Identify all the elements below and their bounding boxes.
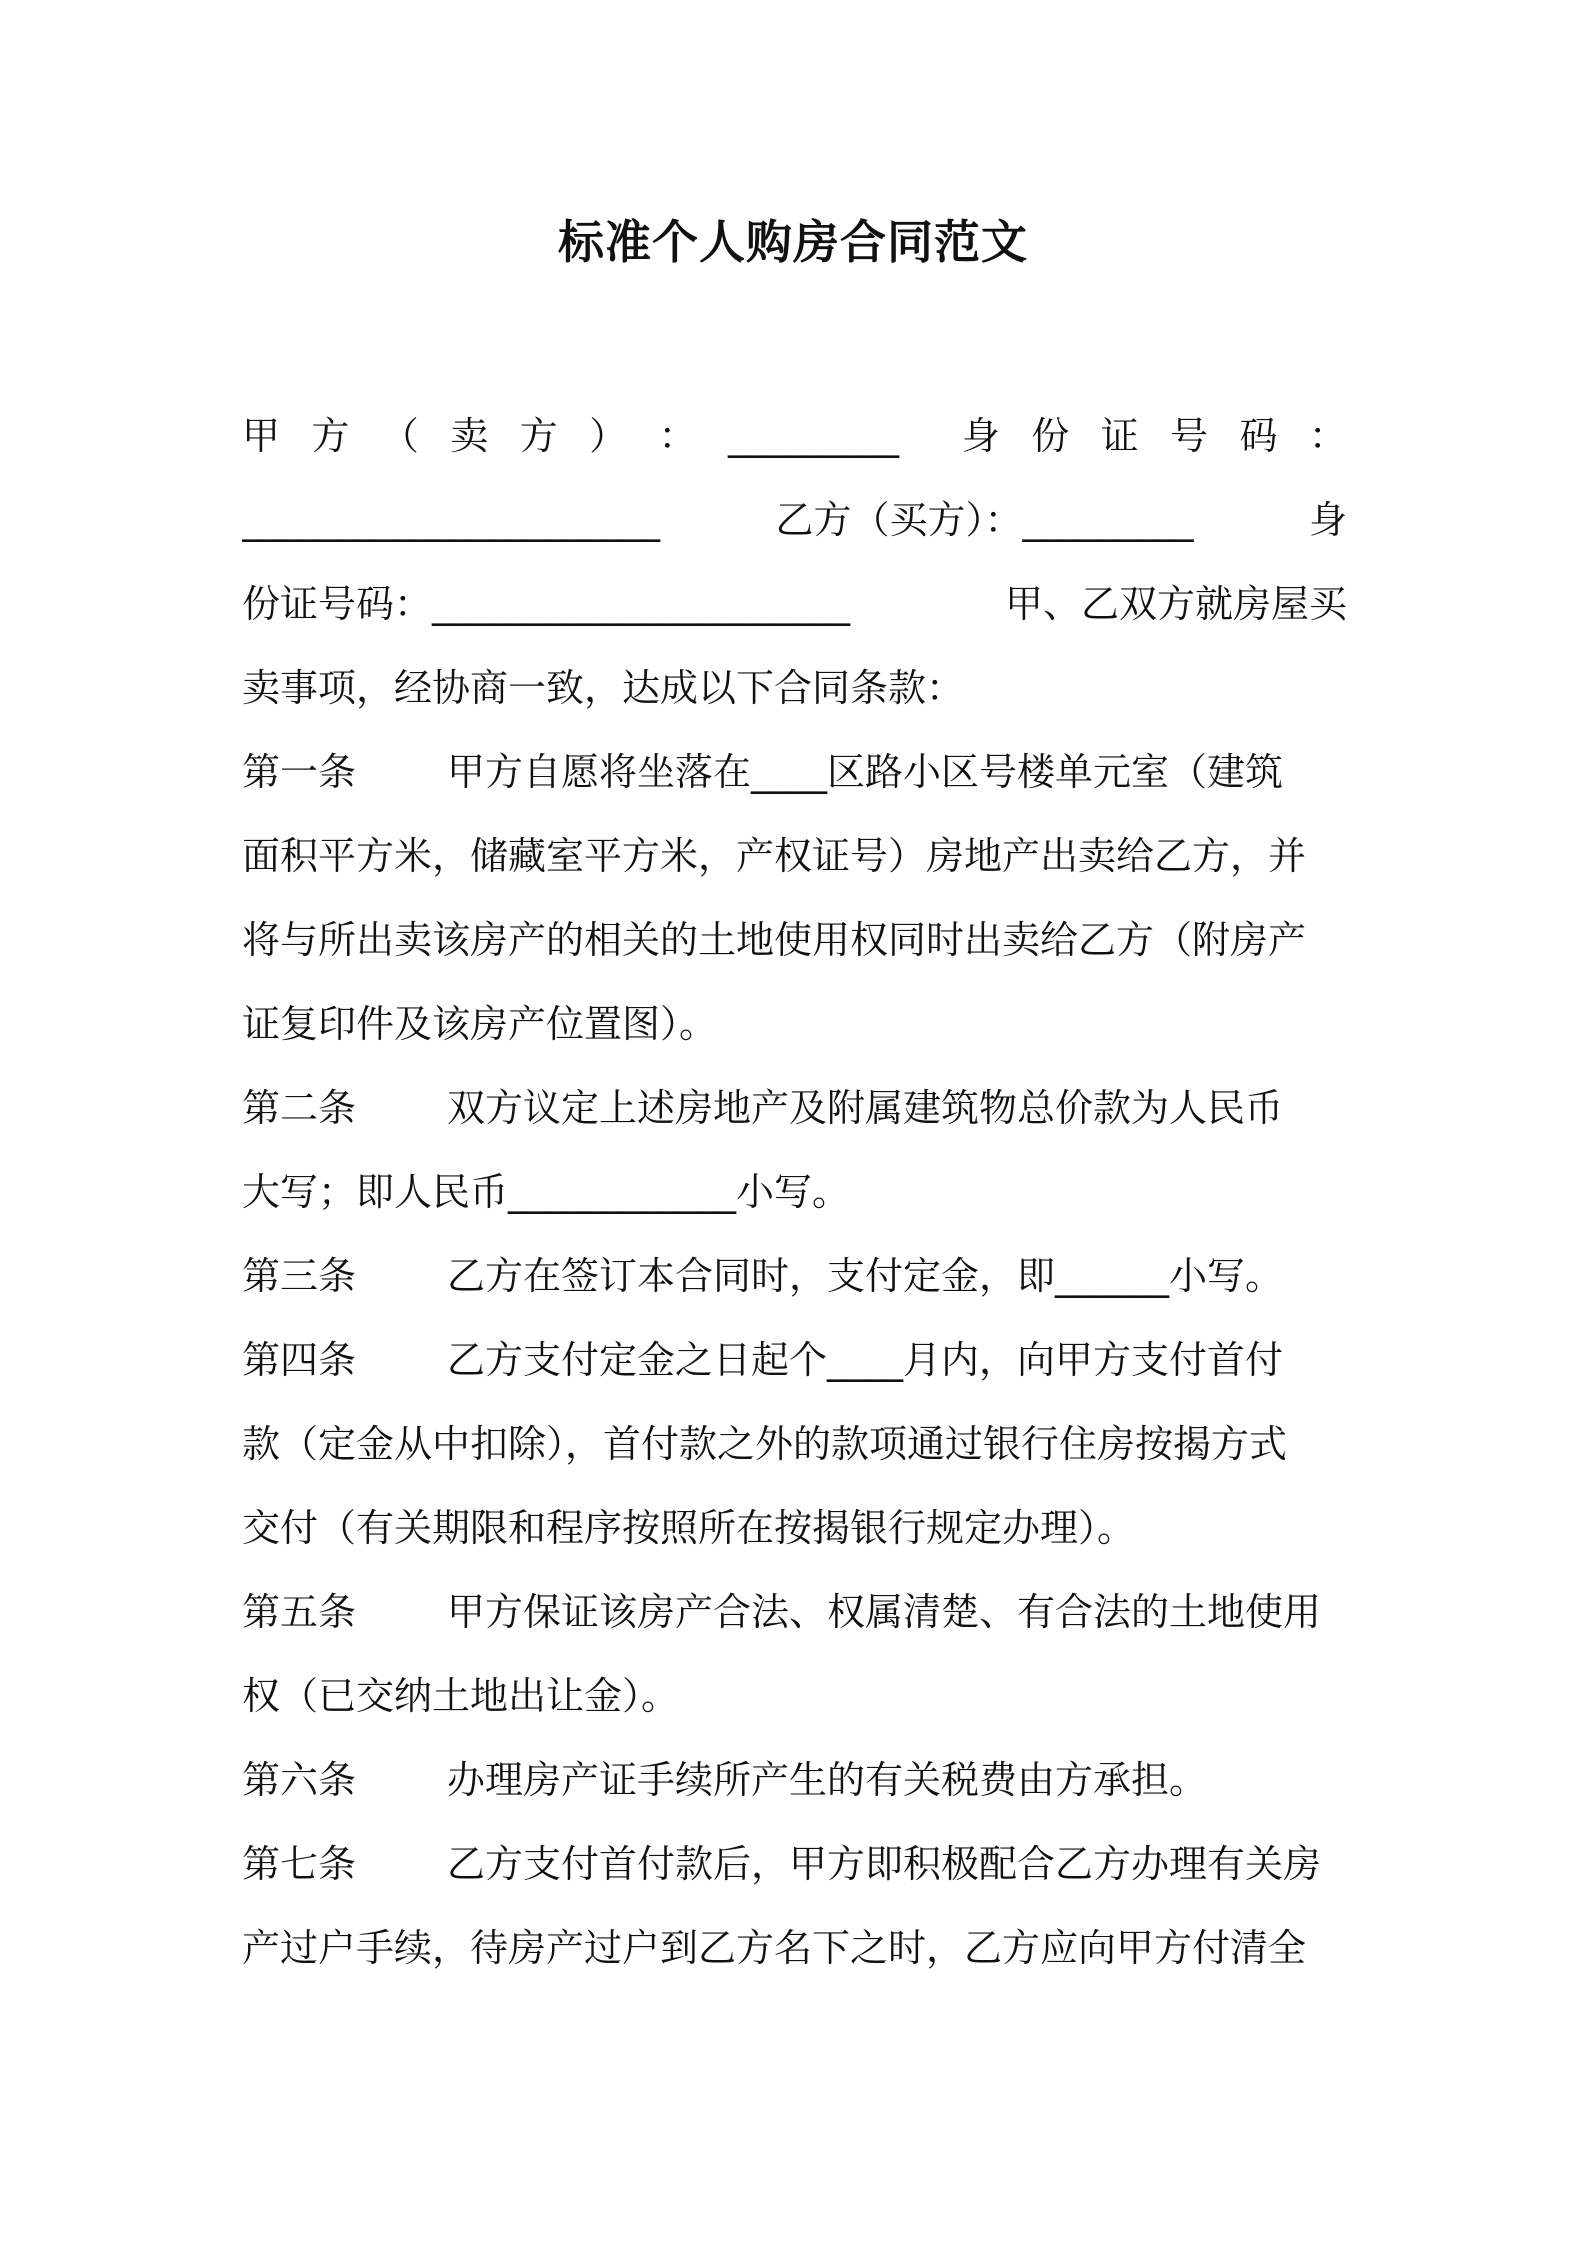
article-3: [242, 1246, 1347, 1306]
article-text: 办理房产证手续所产生的有关税费由方承担。: [447, 1758, 1208, 1802]
line-end-char: 身: [1308, 498, 1347, 542]
article-label: 第六条: [242, 1758, 357, 1802]
article-label: 第七条: [242, 1842, 357, 1886]
article-6: [242, 1750, 1347, 1810]
id-number-char: 份: [1031, 414, 1070, 458]
article-text: 乙方支付首付款后，甲方即积极配合乙方办理有关房: [447, 1842, 1322, 1886]
article-label: 第三条: [242, 1254, 357, 1298]
party-b-id-line: [242, 574, 1347, 634]
article-2: [242, 1078, 1347, 1138]
article-label: 第五条: [242, 1590, 357, 1634]
article-text: 双方议定上述房地产及附属建筑物总价款为人民币: [447, 1086, 1284, 1130]
article-label: 第四条: [242, 1338, 357, 1382]
text-line: 产过户手续，待房产过户到乙方名下之时，乙方应向甲方付清全: [242, 1926, 1307, 1970]
id-number-char: 号: [1170, 414, 1209, 458]
party-b-line: [242, 490, 1347, 550]
article-text: 乙方在签订本合同时，支付定金，即______小写。: [447, 1254, 1284, 1298]
id-number-char: 身: [961, 414, 1000, 458]
text-line: 权（已交纳土地出让金）。: [242, 1674, 680, 1718]
text-line: 大写；即人民币____________小写。: [242, 1170, 851, 1214]
party-a-name-blank: _________: [727, 414, 899, 458]
party-a-id-blank: ______________________: [242, 498, 660, 542]
article-5: [242, 1582, 1347, 1642]
party-b-label: 乙方（买方）：_________: [775, 498, 1194, 542]
text-line: 面积平方米，储藏室平方米，产权证号）房地产出卖给乙方，并: [242, 834, 1307, 878]
text-line: 款（定金从中扣除），首付款之外的款项通过银行住房按揭方式: [242, 1422, 1288, 1466]
party-a-char: （: [380, 414, 419, 458]
party-b-id-label: 份证号码：______________________: [242, 582, 851, 626]
article-7: [242, 1834, 1347, 1894]
id-number-char: 码: [1239, 414, 1278, 458]
article-text: 甲方自愿将坐落在____区路小区号楼单元室（建筑: [447, 750, 1284, 794]
party-a-char: 方: [311, 414, 350, 458]
article-text: 甲方保证该房产合法、权属清楚、有合法的土地使用: [447, 1590, 1322, 1634]
article-1: [242, 742, 1347, 802]
article-text: 乙方支付定金之日起个____月内，向甲方支付首付: [447, 1338, 1284, 1382]
article-label: 第二条: [242, 1086, 357, 1130]
party-a-char: ）: [589, 414, 628, 458]
party-a-char: 卖: [450, 414, 489, 458]
id-number-char: 证: [1100, 414, 1139, 458]
preamble-start: 甲、乙双方就房屋买: [1004, 582, 1347, 626]
party-a-char: ：: [658, 414, 697, 458]
party-a-char: 方: [519, 414, 558, 458]
article-4: [242, 1330, 1347, 1390]
text-line: 证复印件及该房产位置图）。: [242, 1002, 718, 1046]
text-line: 将与所出卖该房产的相关的土地使用权同时出卖给乙方（附房产: [242, 918, 1307, 962]
document-title: 标准个人购房合同范文: [558, 215, 1028, 269]
article-label: 第一条: [242, 750, 357, 794]
preamble-line: 卖事项，经协商一致，达成以下合同条款：: [242, 666, 965, 710]
text-line: 交付（有关期限和程序按照所在按揭银行规定办理）。: [242, 1506, 1136, 1550]
party-a-char: 甲: [242, 414, 281, 458]
id-number-char: ：: [1308, 414, 1347, 458]
party-a-line: [242, 406, 1347, 466]
